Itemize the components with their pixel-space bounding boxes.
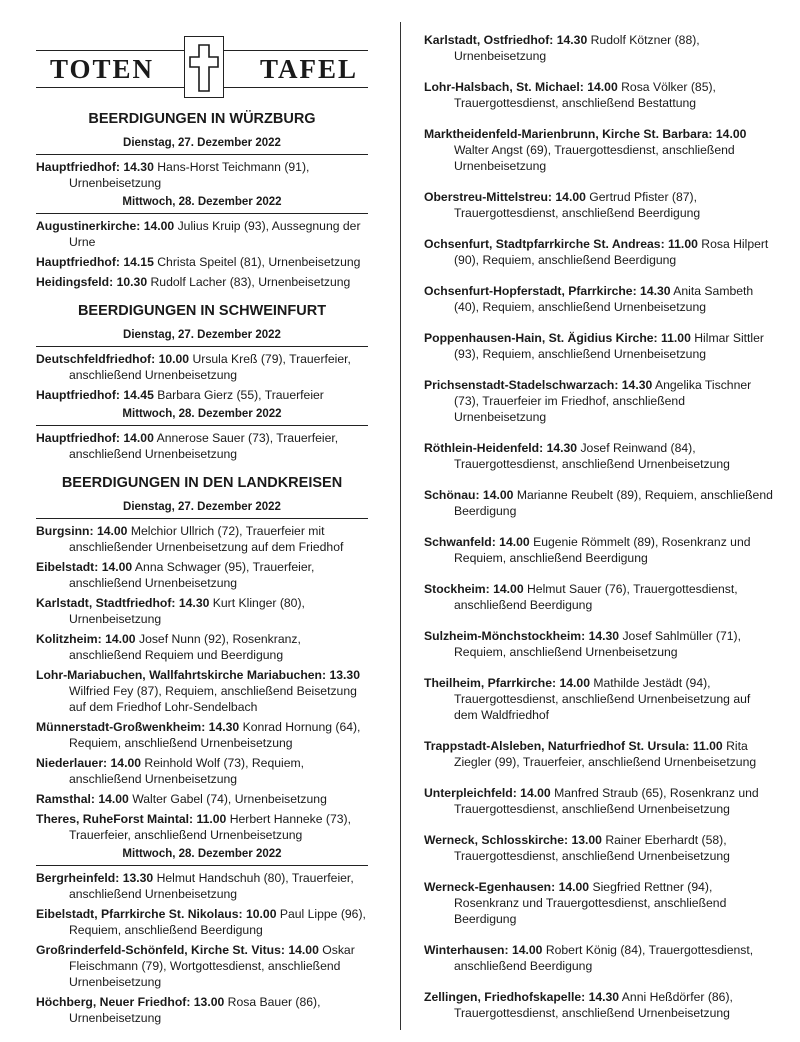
entry-location: Großrinderfeld-Schönfeld, Kirche St. Vitus: — [36, 943, 285, 957]
entry-location: Oberstreu-Mittelstreu: — [424, 190, 552, 204]
entry-time: 13.00 — [193, 995, 225, 1009]
entry-details: Josef Sahlmüller (71), Requiem, anschließend Urnenbeisetzung — [454, 629, 741, 659]
entry-details: Melchior Ullrich (72), Trauerfeier mit anschließender Urnenbeisetzung auf dem Friedhof — [69, 524, 344, 554]
entry-location: Eibelstadt, Pfarrkirche St. Nikolaus: — [36, 907, 243, 921]
entry-time: 14.30 — [123, 160, 154, 174]
funeral-entry — [36, 994, 368, 1026]
entry-location: Zellingen, Friedhofskapelle: — [424, 990, 586, 1004]
funeral-entry — [424, 675, 776, 723]
entry-location: Ochsenfurt, Stadtpfarrkirche St. Andreas: — [424, 237, 665, 251]
funeral-entry — [36, 274, 368, 290]
funeral-entry — [424, 785, 776, 817]
entry-details: Gertrud Pfister (87), Trauergottesdienst, anschließend Beerdigung — [454, 190, 701, 220]
entry-location: Niederlauer: — [36, 756, 108, 770]
entry-details: Rita Ziegler (99), Trauerfeier, anschließend Urnenbeisetzung — [454, 739, 757, 769]
entry-details: Robert König (84), Trauergottesdienst, anschließend Beerdigung — [454, 943, 754, 973]
entry-time: 14.00 — [511, 943, 543, 957]
entry-time: 14.00 — [715, 127, 747, 141]
entry-location: Unterpleichfeld: — [424, 786, 517, 800]
entry-location: Hauptfriedhof: — [36, 388, 120, 402]
entry-time: 14.30 — [556, 33, 588, 47]
entry-details: Marianne Reubelt (89), Requiem, anschließend Beerdigung — [454, 488, 773, 518]
entry-time: 14.30 — [621, 378, 653, 392]
date-rule — [36, 518, 368, 519]
funeral-entry — [424, 126, 776, 174]
entry-details: Anita Sambeth (40), Requiem, anschließend Urnenbeisetzung — [454, 284, 754, 314]
funeral-entry — [424, 628, 776, 660]
entry-details: Manfred Straub (65), Rosenkranz und Trauergottesdienst, anschließend Urnenbeisetzung — [454, 786, 759, 816]
entry-location: Marktheidenfeld-Marienbrunn, Kirche St. Barbara: — [424, 127, 713, 141]
entry-details: Barbara Gierz (55), Trauerfeier — [157, 388, 324, 402]
entry-time: 14.00 — [96, 524, 128, 538]
funeral-list — [36, 870, 368, 1026]
entry-time: 14.30 — [640, 284, 671, 298]
funeral-list — [36, 218, 368, 290]
entry-details: Mathilde Jestädt (94), Trauergottesdienst, anschließend Urnenbeisetzung auf dem Waldfriedhof — [454, 676, 751, 722]
section-title-schweinfurt: BEERDIGUNGEN IN SCHWEINFURT — [77, 303, 327, 319]
cross-icon — [184, 36, 224, 98]
date-rule — [36, 865, 368, 866]
entry-time: 10.30 — [116, 275, 148, 289]
funeral-entry — [424, 236, 776, 268]
funeral-entry — [36, 595, 368, 627]
funeral-entry — [36, 870, 368, 902]
entry-details: Konrad Hornung (64), Requiem, anschließend Urnenbeisetzung — [69, 720, 361, 750]
entry-location: Hauptfriedhof: — [36, 255, 120, 269]
funeral-entry — [36, 430, 368, 462]
entry-time: 11.00 — [692, 739, 723, 753]
entry-details: Rudolf Lacher (83), Urnenbeisetzung — [150, 275, 351, 289]
entry-details: Rudolf Kötzner (88), Urnenbeisetzung — [454, 33, 700, 63]
funeral-list — [36, 523, 368, 843]
entry-details: Annerose Sauer (73), Trauerfeier, anschließend Urnenbeisetzung — [69, 431, 339, 461]
entry-time: 11.00 — [661, 331, 691, 345]
entry-location: Prichsenstadt-Stadelschwarzach: — [424, 378, 619, 392]
entry-time: 14.30 — [588, 990, 620, 1004]
date-heading: Dienstag, 27. Dezember 2022 — [123, 501, 281, 513]
entry-time: 14.00 — [520, 786, 551, 800]
date-rule — [36, 213, 368, 214]
entry-details: Herbert Hanneke (73), Trauerfeier, anschließend Urnenbeisetzung — [69, 812, 351, 842]
entry-time: 14.30 — [588, 629, 620, 643]
entry-details: Siegfried Rettner (94), Rosenkranz und Trauergottesdienst, anschließend Beerdigung — [454, 880, 727, 926]
entry-details: Hans-Horst Teichmann (91), Urnenbeisetzung — [69, 160, 310, 190]
entry-details: Walter Gabel (74), Urnenbeisetzung — [132, 792, 327, 806]
funeral-entry — [424, 832, 776, 864]
entry-location: Bergrheinfeld: — [36, 871, 120, 885]
entry-time: 13.30 — [122, 871, 154, 885]
entry-location: Karlstadt, Stadtfriedhof: — [36, 596, 176, 610]
entry-time: 14.00 — [559, 676, 590, 690]
entry-location: Ochsenfurt-Hopferstadt, Pfarrkirche: — [424, 284, 637, 298]
entry-details: Kurt Klinger (80), Urnenbeisetzung — [69, 596, 305, 626]
funeral-list — [36, 430, 368, 462]
entry-location: Schwanfeld: — [424, 535, 496, 549]
date-heading: Dienstag, 27. Dezember 2022 — [123, 137, 281, 149]
funeral-entry — [36, 942, 368, 990]
funeral-entry — [424, 79, 776, 111]
entry-time: 14.00 — [493, 582, 524, 596]
masthead-right-word: TAFEL — [259, 54, 358, 84]
entry-details: Rainer Eberhardt (58), Trauergottesdienst, anschließend Urnenbeisetzung — [454, 833, 730, 863]
date-rule — [36, 346, 368, 347]
entry-time: 10.00 — [245, 907, 277, 921]
masthead — [36, 36, 368, 100]
entry-time: 14.00 — [98, 792, 129, 806]
funeral-entry — [424, 32, 776, 64]
funeral-list — [36, 159, 368, 191]
entry-details: Ursula Kreß (79), Trauerfeier, anschließend Urnenbeisetzung — [69, 352, 351, 382]
date-heading: Dienstag, 27. Dezember 2022 — [123, 329, 281, 341]
entry-time: 14.45 — [123, 388, 154, 402]
funeral-entry — [424, 377, 776, 425]
entry-time: 14.00 — [288, 943, 319, 957]
entry-time: 14.00 — [482, 488, 514, 502]
entry-location: Werneck-Egenhausen: — [424, 880, 556, 894]
section-title-wuerzburg: BEERDIGUNGEN IN WÜRZBURG — [88, 111, 316, 127]
right-column — [424, 32, 776, 1036]
funeral-entry — [36, 755, 368, 787]
entry-details: Christa Speitel (81), Urnenbeisetzung — [157, 255, 361, 269]
funeral-entry — [424, 487, 776, 519]
funeral-entry — [36, 906, 368, 938]
entry-time: 14.15 — [123, 255, 154, 269]
funeral-entry — [424, 879, 776, 927]
entry-location: Münnerstadt-Großwenkheim: — [36, 720, 206, 734]
entry-location: Lohr-Mariabuchen, Wallfahrtskirche Mariabuchen: — [36, 668, 327, 682]
funeral-entry — [424, 283, 776, 315]
funeral-list — [36, 351, 368, 403]
entry-location: Theres, RuheForst Maintal: — [36, 812, 194, 826]
entry-time: 14.00 — [587, 80, 618, 94]
entry-time: 14.30 — [546, 441, 578, 455]
date-heading: Mittwoch, 28. Dezember 2022 — [122, 848, 282, 860]
left-column — [36, 36, 368, 1030]
funeral-entry — [36, 791, 368, 807]
entry-details: Oskar Fleischmann (79), Wortgottesdienst, anschließend Urnenbeisetzung — [69, 943, 355, 989]
funeral-entry — [36, 523, 368, 555]
entry-details: Anni Heßdörfer (86), Trauergottesdienst, anschließend Urnenbeisetzung — [454, 990, 733, 1020]
entry-location: Burgsinn: — [36, 524, 94, 538]
entry-time: 14.00 — [123, 431, 154, 445]
funeral-entry — [36, 351, 368, 383]
date-heading: Mittwoch, 28. Dezember 2022 — [122, 408, 282, 420]
funeral-entry — [424, 189, 776, 221]
entry-details: Julius Kruip (93), Aussegnung der Urne — [69, 219, 361, 249]
entry-time: 14.00 — [101, 560, 133, 574]
entry-location: Höchberg, Neuer Friedhof: — [36, 995, 191, 1009]
entry-location: Hauptfriedhof: — [36, 431, 120, 445]
date-rule — [36, 425, 368, 426]
entry-location: Augustinerkirche: — [36, 219, 141, 233]
funeral-entry — [424, 330, 776, 362]
entry-details: Wilfried Fey (87), Requiem, anschließend Beisetzung auf dem Friedhof Lohr-Sendelbach — [69, 684, 357, 714]
funeral-entry — [424, 738, 776, 770]
funeral-entry — [36, 667, 368, 715]
entry-details: Josef Reinwand (84), Trauergottesdienst, anschließend Urnenbeisetzung — [454, 441, 730, 471]
entry-time: 14.00 — [558, 880, 590, 894]
entry-details: Paul Lippe (96), Requiem, anschließend Beerdigung — [69, 907, 366, 937]
entry-location: Winterhausen: — [424, 943, 509, 957]
funeral-entry — [424, 942, 776, 974]
entry-details: Walter Angst (69), Trauergottesdienst, anschließend Urnenbeisetzung — [454, 143, 735, 173]
funeral-entry — [36, 254, 368, 270]
entry-location: Deutschfeldfriedhof: — [36, 352, 156, 366]
entry-details: Anna Schwager (95), Trauerfeier, anschließend Urnenbeisetzung — [69, 560, 315, 590]
entry-location: Poppenhausen-Hain, St. Ägidius Kirche: — [424, 331, 658, 345]
entry-time: 11.00 — [668, 237, 698, 251]
funeral-entry — [424, 534, 776, 566]
funeral-entry — [36, 159, 368, 191]
entry-location: Lohr-Halsbach, St. Michael: — [424, 80, 584, 94]
entry-time: 14.30 — [178, 596, 210, 610]
funeral-entry — [424, 989, 776, 1021]
entry-details: Rosa Bauer (86), Urnenbeisetzung — [69, 995, 321, 1025]
entry-time: 14.00 — [110, 756, 142, 770]
column-divider — [400, 22, 401, 1030]
entry-details: Hilmar Sittler (93), Requiem, anschließend Urnenbeisetzung — [454, 331, 764, 361]
entry-time: 10.00 — [158, 352, 190, 366]
funeral-entry — [36, 811, 368, 843]
entry-location: Hauptfriedhof: — [36, 160, 120, 174]
entry-time: 14.00 — [143, 219, 175, 233]
section-title-landkreise: BEERDIGUNGEN IN DEN LANDKREISEN — [61, 475, 343, 491]
entry-time: 14.30 — [208, 720, 240, 734]
entry-details: Rosa Völker (85), Trauergottesdienst, anschließend Bestattung — [454, 80, 716, 110]
entry-time: 14.00 — [105, 632, 136, 646]
funeral-entry — [424, 581, 776, 613]
entry-details: Helmut Handschuh (80), Trauerfeier, anschließend Urnenbeisetzung — [69, 871, 354, 901]
entry-location: Theilheim, Pfarrkirche: — [424, 676, 557, 690]
date-heading: Mittwoch, 28. Dezember 2022 — [122, 196, 282, 208]
entry-time: 14.00 — [555, 190, 586, 204]
funeral-list — [424, 32, 776, 1021]
entry-time: 14.00 — [499, 535, 530, 549]
entry-location: Heidingsfeld: — [36, 275, 114, 289]
entry-time: 13.00 — [571, 833, 602, 847]
entry-location: Stockheim: — [424, 582, 490, 596]
entry-details: Josef Nunn (92), Rosenkranz, anschließend Requiem und Beerdigung — [69, 632, 301, 662]
masthead-left-word: TOTEN — [50, 54, 155, 84]
date-rule — [36, 154, 368, 155]
entry-details: Reinhold Wolf (73), Requiem, anschließend Urnenbeisetzung — [69, 756, 305, 786]
entry-location: Werneck, Schlosskirche: — [424, 833, 569, 847]
entry-location: Ramsthal: — [36, 792, 95, 806]
entry-location: Eibelstadt: — [36, 560, 99, 574]
funeral-entry — [36, 387, 368, 403]
entry-time: 13.30 — [329, 668, 360, 682]
entry-location: Trappstadt-Alsleben, Naturfriedhof St. Ursula: — [424, 739, 690, 753]
entry-location: Röthlein-Heidenfeld: — [424, 441, 544, 455]
entry-location: Schönau: — [424, 488, 480, 502]
entry-location: Kolitzheim: — [36, 632, 102, 646]
entry-details: Rosa Hilpert (90), Requiem, anschließend Beerdigung — [454, 237, 769, 267]
entry-time: 11.00 — [196, 812, 227, 826]
entry-location: Karlstadt, Ostfriedhof: — [424, 33, 554, 47]
funeral-entry — [424, 440, 776, 472]
entry-details: Helmut Sauer (76), Trauergottesdienst, anschließend Beerdigung — [454, 582, 738, 612]
funeral-entry — [36, 218, 368, 250]
entry-details: Angelika Tischner (73), Trauerfeier im Friedhof, anschließend Urnenbeisetzung — [454, 378, 752, 424]
funeral-entry — [36, 559, 368, 591]
entry-details: Eugenie Römmelt (89), Rosenkranz und Requiem, anschließend Beerdigung — [454, 535, 751, 565]
funeral-entry — [36, 631, 368, 663]
entry-location: Sulzheim-Mönchstockheim: — [424, 629, 586, 643]
funeral-entry — [36, 719, 368, 751]
